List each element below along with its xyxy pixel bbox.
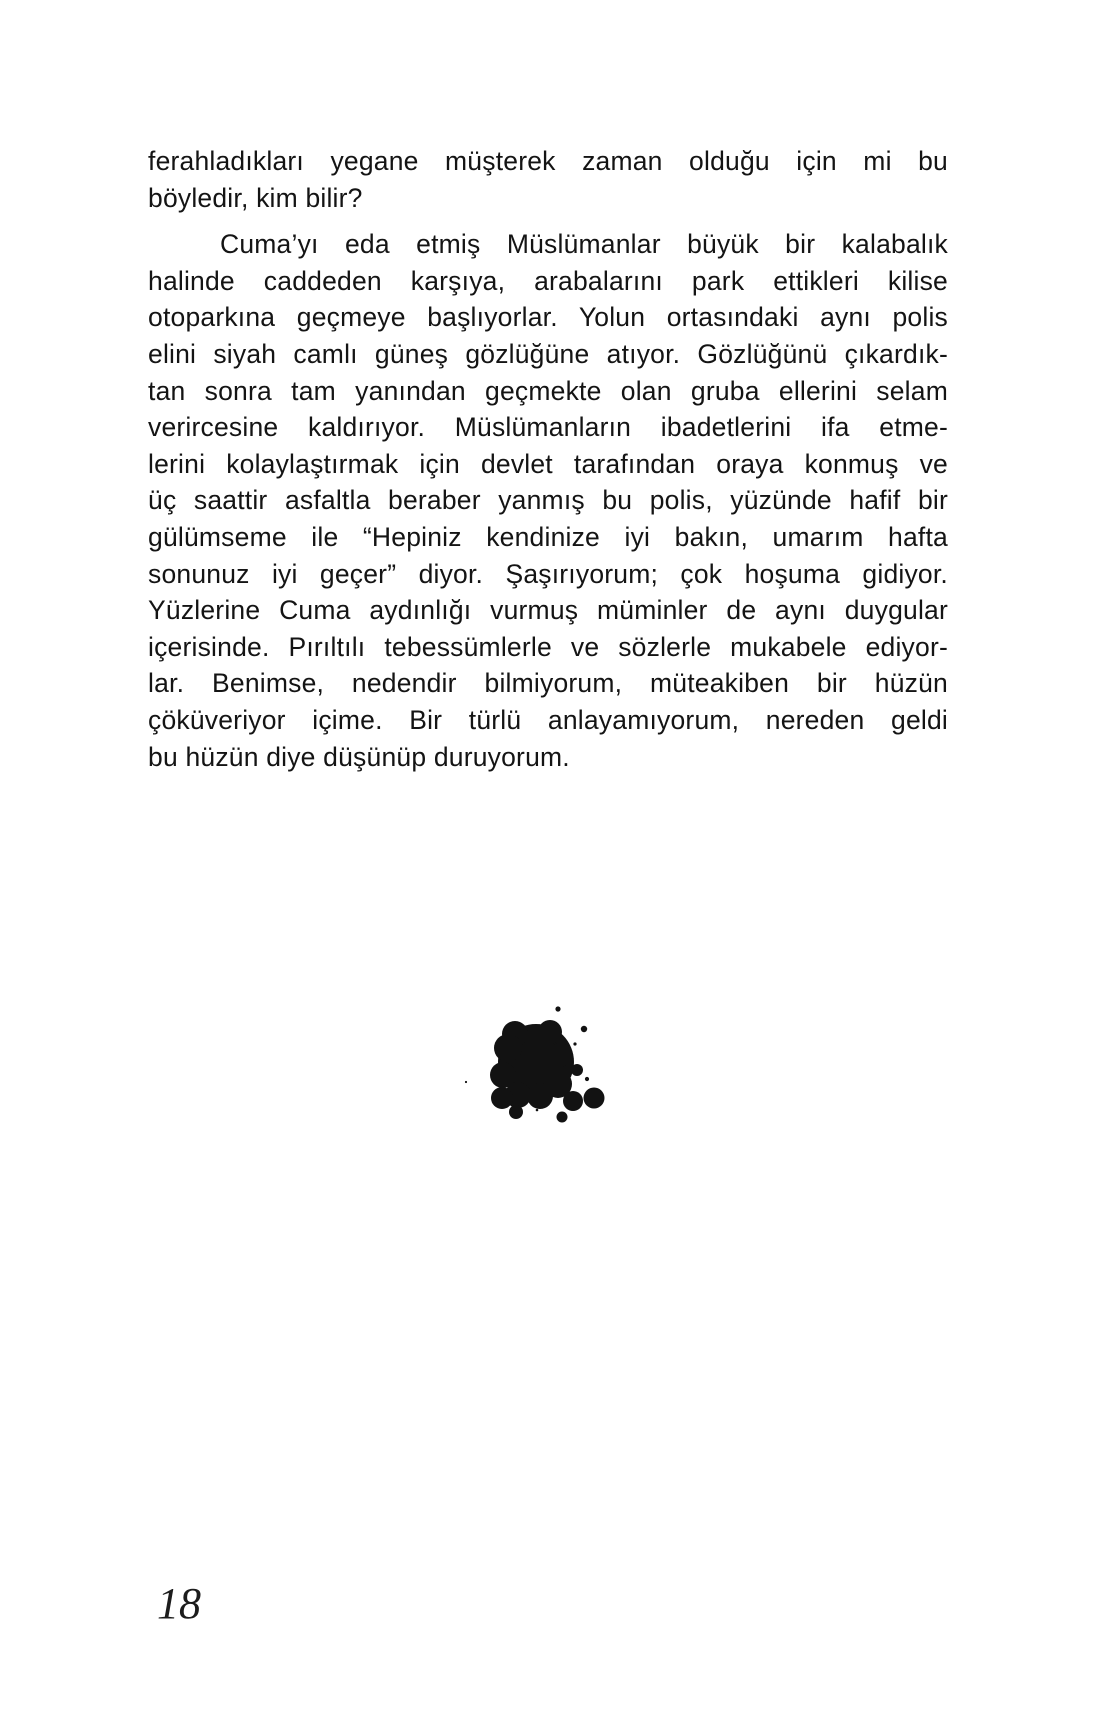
text-line: Yüzlerine Cuma aydınlığı vurmuş müminler de aynı duygular	[148, 595, 948, 626]
text-line: verircesine kaldırıyor. Müslümanların ibadetlerini ifa etme-	[148, 412, 948, 443]
text-line: gülümseme ile “Hepiniz kendinize iyi bakın, umarım hafta	[148, 521, 948, 552]
text-line: böyledir, kim bilir?	[148, 182, 363, 213]
paragraph	[148, 143, 948, 216]
text-line: üç saattir asfaltla beraber yanmış bu polis, yüzünde hafif bir	[148, 485, 948, 516]
text-line: otoparkına geçmeye başlıyorlar. Yolun ortasındaki aynı polis	[148, 302, 948, 333]
page-number: 18	[157, 1579, 201, 1628]
body-text	[148, 143, 948, 775]
text-line: ferahladıkları yegane müşterek zaman olduğu için mi bu	[148, 146, 948, 176]
text-line: Cuma’yı eda etmiş Müslümanlar büyük bir kalabalık	[220, 229, 948, 260]
text-line: içerisinde. Pırıltılı tebessümlerle ve sözlerle mukabele ediyor-	[148, 631, 948, 662]
text-line: bu hüzün diye düşünüp duruyorum.	[148, 741, 570, 772]
text-line: sonunuz iyi geçer” diyor. Şaşırıyorum; çok hoşuma gidiyor.	[148, 558, 948, 589]
text-line: halinde caddeden karşıya, arabalarını park ettikleri kilise	[148, 265, 948, 296]
paragraph	[148, 226, 948, 775]
text-line: tan sonra tam yanından geçmekte olan gruba ellerini selam	[148, 375, 948, 406]
ink-splatter-icon	[440, 1000, 620, 1130]
text-line: elini siyah camlı güneş gözlüğüne atıyor. Gözlüğünü çıkardık-	[148, 338, 948, 369]
text-line: çöküveriyor içime. Bir türlü anlayamıyorum, nereden geldi	[148, 704, 948, 735]
text-line: lerini kolaylaştırmak için devlet tarafından oraya konmuş ve	[148, 448, 948, 479]
text-line: lar. Benimse, nedendir bilmiyorum, müteakiben bir hüzün	[148, 668, 948, 699]
